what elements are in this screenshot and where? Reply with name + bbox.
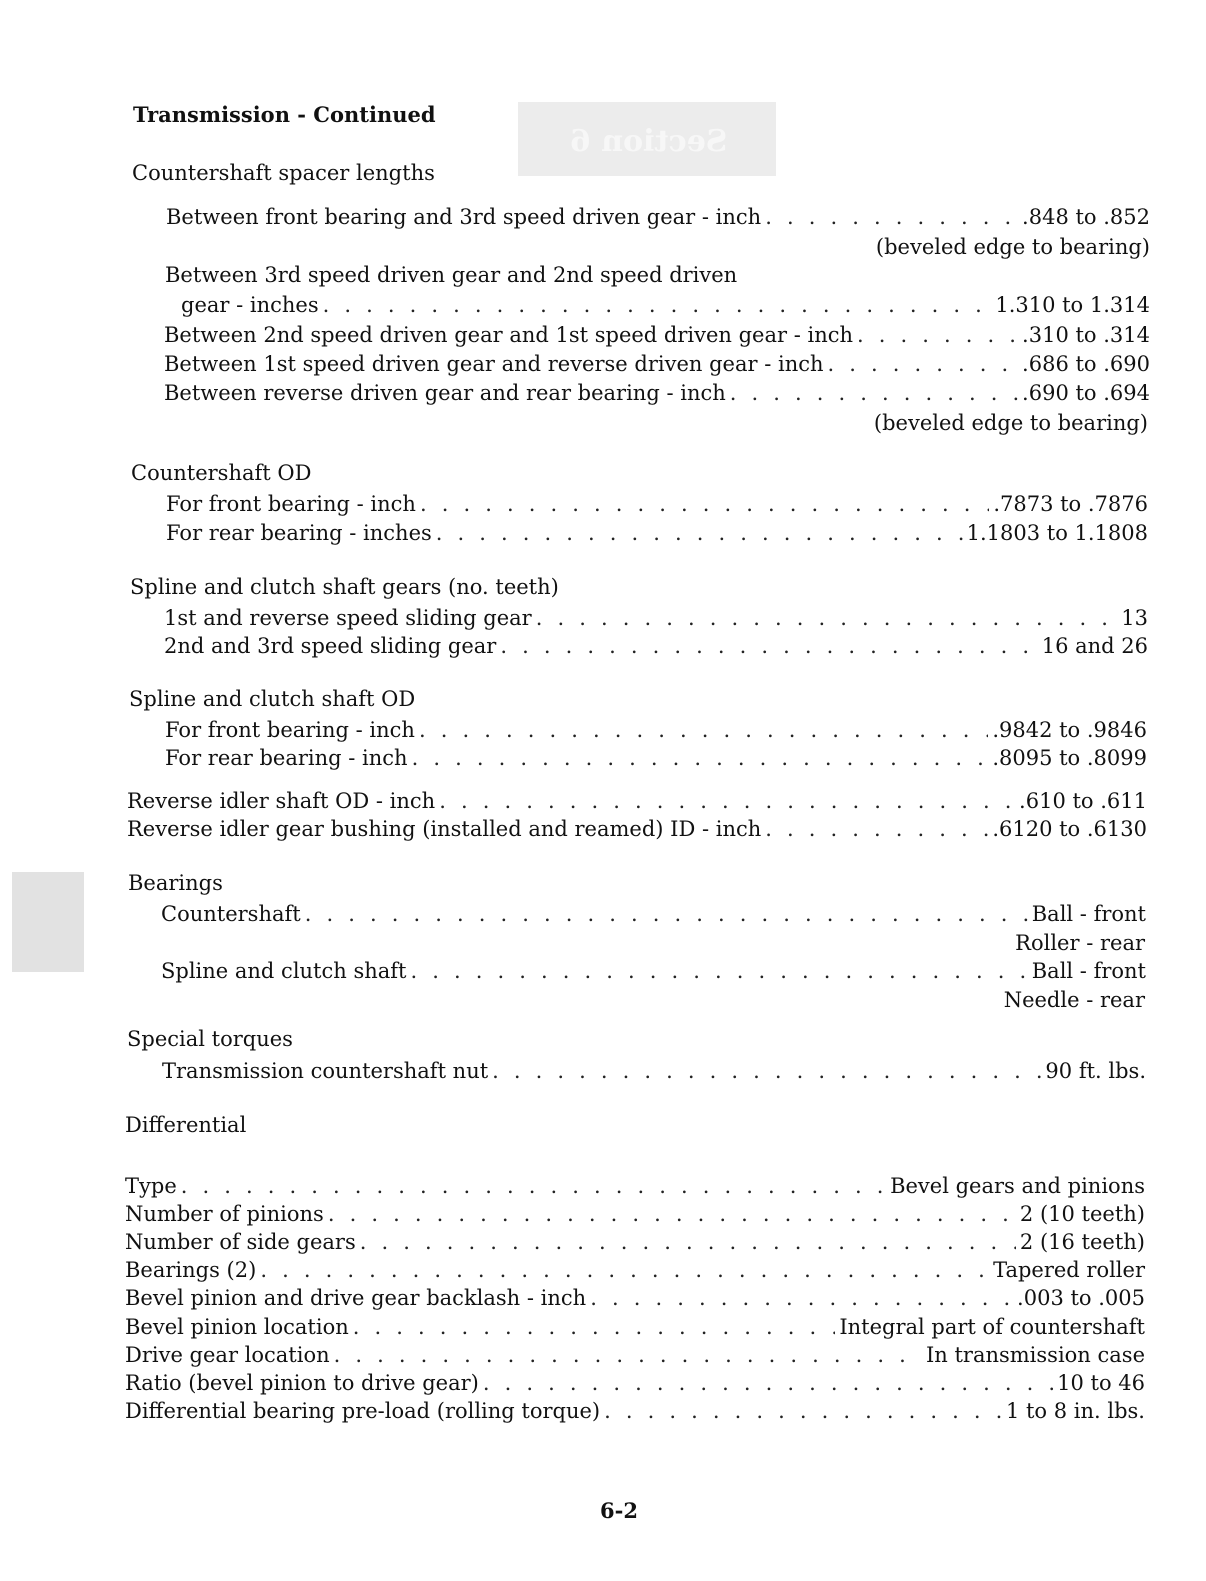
leader-dots	[436, 520, 963, 546]
spec-value: 1.1803 to 1.1808	[966, 521, 1148, 545]
special-torques-heading: Special torques	[127, 1027, 293, 1051]
bearings-heading: Bearings	[128, 871, 223, 895]
spec-label: Drive gear location	[125, 1343, 330, 1367]
leader-dots	[536, 605, 1118, 631]
spec-note: Needle - rear	[1003, 988, 1145, 1012]
spec-row	[127, 816, 1147, 842]
countershaft-od-heading: Countershaft OD	[131, 461, 312, 485]
spec-label: Bearings (2)	[125, 1258, 257, 1282]
spec-row	[125, 1314, 1145, 1340]
leader-dots	[260, 1257, 989, 1283]
spec-row	[166, 204, 1150, 230]
spec-value: .690 to .694	[1022, 381, 1150, 405]
spec-row	[125, 1173, 1145, 1199]
spec-value: .9842 to .9846	[992, 718, 1147, 742]
spec-value: .7873 to .7876	[993, 492, 1148, 516]
page-number: 6-2	[600, 1498, 638, 1523]
spline-gears-heading: Spline and clutch shaft gears (no. teeth)	[130, 575, 559, 599]
spec-value: .310 to .314	[1022, 323, 1150, 347]
leader-dots	[411, 958, 1028, 984]
spec-row	[164, 605, 1148, 631]
spec-label: Between reverse driven gear and rear bearing - inch	[164, 381, 726, 405]
leader-dots	[492, 1058, 1041, 1084]
leader-dots	[857, 322, 1018, 348]
spec-label: Number of pinions	[125, 1202, 324, 1226]
differential-heading: Differential	[125, 1113, 247, 1137]
leader-dots	[590, 1285, 1013, 1311]
spec-label: Countershaft	[161, 902, 301, 926]
spec-value: 2 (10 teeth)	[1019, 1202, 1145, 1226]
spec-value: 10 to 46	[1057, 1371, 1145, 1395]
leader-dots	[419, 717, 988, 743]
spec-label: For front bearing - inch	[165, 718, 415, 742]
spec-label: For front bearing - inch	[166, 492, 416, 516]
spec-value: Bevel gears and pinions	[890, 1174, 1145, 1198]
spec-row	[166, 491, 1148, 517]
spec-label-line1: Between 3rd speed driven gear and 2nd speed driven	[165, 263, 738, 287]
spec-value: In transmission case	[925, 1343, 1145, 1367]
spec-label: Bevel pinion and drive gear backlash - inch	[125, 1286, 587, 1310]
leader-dots	[420, 491, 989, 517]
spec-label: Reverse idler shaft OD - inch	[127, 789, 436, 813]
binding-edge-mark	[12, 872, 84, 972]
spec-row	[125, 1398, 1145, 1424]
spec-value: 13	[1121, 606, 1148, 630]
spec-label: Ratio (bevel pinion to drive gear)	[125, 1371, 479, 1395]
spec-value: Integral part of countershaft	[839, 1315, 1145, 1339]
spec-label: For rear bearing - inches	[166, 521, 432, 545]
spec-value: 2 (16 teeth)	[1019, 1230, 1145, 1254]
leader-dots	[500, 633, 1037, 659]
leader-dots	[181, 1173, 886, 1199]
spec-row	[125, 1201, 1145, 1227]
leader-dots	[828, 351, 1019, 377]
leader-dots	[334, 1342, 922, 1368]
spline-od-heading: Spline and clutch shaft OD	[129, 687, 416, 711]
leader-dots	[730, 380, 1018, 406]
spec-row	[125, 1257, 1145, 1283]
spec-row	[125, 1342, 1145, 1368]
spec-value: .610 to .611	[1019, 789, 1147, 813]
spec-row	[165, 745, 1147, 771]
spec-value: .848 to .852	[1022, 205, 1150, 229]
countershaft-spacer-heading: Countershaft spacer lengths	[132, 161, 435, 185]
spec-note: (beveled edge to bearing)	[873, 411, 1148, 435]
leader-dots	[765, 204, 1018, 230]
spec-row	[166, 520, 1148, 546]
spec-note: Roller - rear	[1015, 931, 1145, 955]
leader-dots	[323, 292, 992, 318]
spec-label: Differential bearing pre-load (rolling torque)	[125, 1399, 601, 1423]
leader-dots	[765, 816, 988, 842]
spec-value: 90 ft. lbs.	[1045, 1059, 1146, 1083]
spec-value: .6120 to .6130	[992, 817, 1147, 841]
spec-label: For rear bearing - inch	[165, 746, 408, 770]
spec-row	[125, 1285, 1145, 1311]
spec-value: .8095 to .8099	[992, 746, 1147, 770]
spec-row	[162, 1058, 1146, 1084]
spec-row	[164, 633, 1148, 659]
spec-label: Spline and clutch shaft	[161, 959, 407, 983]
spec-label: Number of side gears	[125, 1230, 356, 1254]
spec-value: Ball - front	[1031, 959, 1146, 983]
section-tab-ghost-label: Section 6	[570, 124, 728, 159]
leader-dots	[353, 1314, 836, 1340]
page-header: Transmission - Continued	[133, 102, 436, 127]
leader-dots	[604, 1398, 1002, 1424]
leader-dots	[412, 745, 989, 771]
spec-label: gear - inches	[181, 293, 319, 317]
spec-row	[127, 788, 1147, 814]
spec-label: Between 2nd speed driven gear and 1st speed driven gear - inch	[164, 323, 854, 347]
spec-label: Between 1st speed driven gear and reverse driven gear - inch	[164, 352, 824, 376]
spec-value: .003 to .005	[1017, 1286, 1145, 1310]
spec-value: 1.310 to 1.314	[995, 293, 1150, 317]
leader-dots	[439, 788, 1015, 814]
spec-note: (beveled edge to bearing)	[875, 235, 1150, 259]
spec-label: Bevel pinion location	[125, 1315, 349, 1339]
leader-dots	[305, 901, 1028, 927]
spec-row	[125, 1370, 1145, 1396]
spec-value: .686 to .690	[1022, 352, 1150, 376]
spec-label: Reverse idler gear bushing (installed and reamed) ID - inch	[127, 817, 762, 841]
spec-value: 16 and 26	[1041, 634, 1148, 658]
spec-value: Ball - front	[1031, 902, 1146, 926]
spec-row	[164, 380, 1150, 406]
spec-label: Transmission countershaft nut	[162, 1059, 489, 1083]
leader-dots	[360, 1229, 1016, 1255]
leader-dots	[328, 1201, 1016, 1227]
spec-value: Tapered roller	[993, 1258, 1145, 1282]
spec-label: Type	[125, 1174, 177, 1198]
spec-row	[125, 1229, 1145, 1255]
spec-row	[164, 322, 1150, 348]
spec-row	[181, 292, 1150, 318]
spec-row	[165, 717, 1147, 743]
spec-row	[161, 901, 1146, 927]
spec-row	[161, 958, 1146, 984]
spec-label: Between front bearing and 3rd speed driven gear - inch	[166, 205, 762, 229]
leader-dots	[483, 1370, 1053, 1396]
spec-label: 2nd and 3rd speed sliding gear	[164, 634, 497, 658]
spec-value: 1 to 8 in. lbs.	[1005, 1399, 1145, 1423]
spec-label: 1st and reverse speed sliding gear	[164, 606, 532, 630]
spec-row	[164, 351, 1150, 377]
